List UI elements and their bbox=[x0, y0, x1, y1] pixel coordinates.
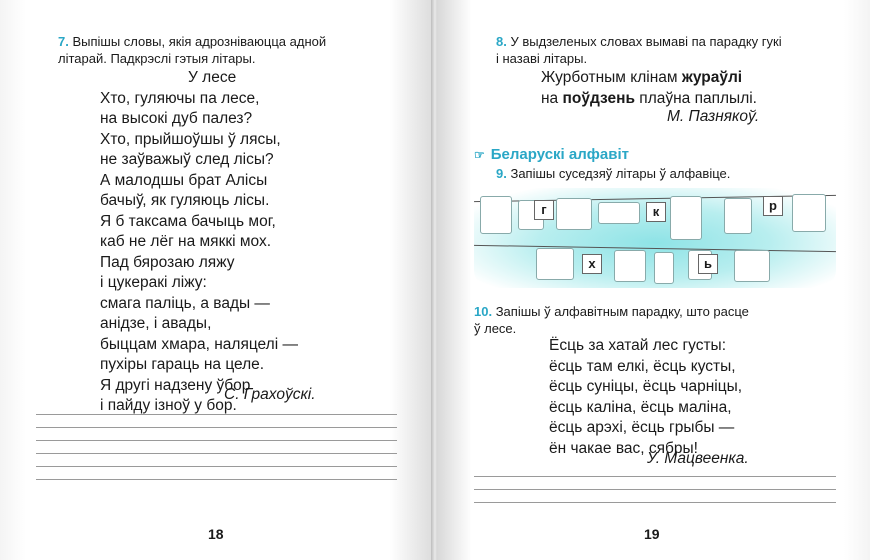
poem-line: Пад бярозаю ляжу bbox=[100, 253, 235, 271]
task-8 bbox=[496, 33, 836, 67]
poem-line: Ёсць за хатай лес густы: bbox=[549, 337, 727, 354]
poem-line: ён чакае вас, сябры! bbox=[549, 439, 698, 457]
shirt-icon bbox=[556, 198, 592, 230]
sock-icon bbox=[654, 252, 674, 284]
poem-line: Хто, гуляючы па лесе, bbox=[100, 89, 260, 107]
writing-lines[interactable] bbox=[36, 414, 397, 492]
highlighted-word: поўдзень bbox=[562, 89, 635, 107]
poem-line: анідзе, і авады, bbox=[100, 315, 212, 332]
poem-line: А малодшы брат Алісы bbox=[100, 171, 268, 189]
letter-card: г bbox=[534, 200, 554, 220]
poem-line: і пайду ізноў у бор. bbox=[100, 397, 237, 414]
poem-line: Хто, прыйшоўшы ў лясы, bbox=[100, 130, 281, 148]
shirt-icon bbox=[480, 196, 512, 234]
quote-text: Журботным клінам bbox=[541, 69, 682, 86]
quote-text: плаўна паплылі. bbox=[635, 89, 757, 107]
task-7-text-line1: Выпішы словы, якія адрозніваюцца адной bbox=[72, 34, 327, 49]
task-9-number: 9. bbox=[496, 166, 507, 181]
poem-line: ёсць арэхі, ёсць грыбы — bbox=[549, 419, 735, 436]
task-8-quote bbox=[541, 68, 757, 109]
task-10 bbox=[474, 303, 836, 337]
task-7 bbox=[58, 33, 398, 67]
task-9-text: Запішы суседзяў літары ў алфавіце. bbox=[510, 166, 731, 181]
clothesline bbox=[474, 245, 836, 252]
poem-line: бачыў, як гуляюць лісы. bbox=[100, 192, 270, 209]
task-9 bbox=[496, 165, 836, 182]
shirt-icon bbox=[614, 250, 646, 282]
poem-line: Я другі надзену ўбор bbox=[100, 376, 251, 394]
skirt-icon bbox=[536, 248, 574, 280]
poem-line: смага паліць, а вады — bbox=[100, 294, 270, 312]
poem-les bbox=[549, 336, 742, 459]
letter-card: ь bbox=[698, 254, 718, 274]
poem-line: не заўважыў след лісы? bbox=[100, 151, 274, 168]
quote-text: на bbox=[541, 89, 563, 107]
writing-lines[interactable] bbox=[474, 476, 836, 515]
task-10-text-line2: ў лесе. bbox=[474, 321, 517, 336]
poem-line: быццам хмара, наляцелі — bbox=[100, 335, 298, 353]
page-number: 18 bbox=[208, 526, 224, 542]
page-left bbox=[0, 0, 433, 560]
letter-card: р bbox=[763, 196, 783, 216]
task-10-text-line1: Запішы ў алфавітным парадку, што расце bbox=[495, 304, 749, 319]
poem-title: У лесе bbox=[188, 69, 237, 86]
task-8-number: 8. bbox=[496, 34, 507, 49]
shirt-icon bbox=[734, 250, 770, 282]
sock-icon bbox=[598, 202, 640, 224]
poem-line: ёсць каліна, ёсць маліна, bbox=[549, 398, 732, 416]
poem-line: на высокі дуб палез? bbox=[100, 110, 253, 127]
laundry-illustration bbox=[474, 188, 836, 288]
task-7-text-line2: літарай. Падкрэслі гэтыя літары. bbox=[58, 51, 256, 66]
task-8-text-line1: У выдзеленых словах вымаві па парадку гукі bbox=[510, 34, 782, 49]
page-number: 19 bbox=[644, 526, 660, 542]
shirt-icon bbox=[792, 194, 826, 232]
poem-author: С. Грахоўскі. bbox=[224, 386, 316, 403]
poem-line: і цукеракі ліжу: bbox=[100, 274, 207, 291]
task-8-text-line2: і назаві літары. bbox=[496, 51, 588, 66]
poem-u-lese bbox=[100, 68, 298, 417]
dress-icon bbox=[670, 196, 702, 240]
task-7-number: 7. bbox=[58, 34, 69, 49]
poem-line: ёсць там елкі, ёсць кусты, bbox=[549, 357, 736, 375]
section-title-text: Беларускі алфавіт bbox=[490, 146, 629, 163]
task-10-number: 10. bbox=[474, 304, 493, 319]
poem-line: каб не лёг на мяккі мох. bbox=[100, 233, 272, 250]
highlighted-word: жураўлі bbox=[681, 69, 743, 86]
letter-card: к bbox=[646, 202, 666, 222]
section-title bbox=[474, 146, 629, 163]
pointing-hand-icon: ☞ bbox=[474, 148, 485, 162]
poem-line: Я б таксама бачыць мог, bbox=[100, 212, 276, 230]
quote-author: М. Пазнякоў. bbox=[667, 108, 760, 125]
poem-author: У. Мацвеенка. bbox=[647, 450, 749, 467]
letter-card: х bbox=[582, 254, 602, 274]
poem-line: пухіры гараць на целе. bbox=[100, 356, 265, 373]
shirt-icon bbox=[724, 198, 752, 234]
poem-line: ёсць суніцы, ёсць чарніцы, bbox=[549, 378, 743, 395]
